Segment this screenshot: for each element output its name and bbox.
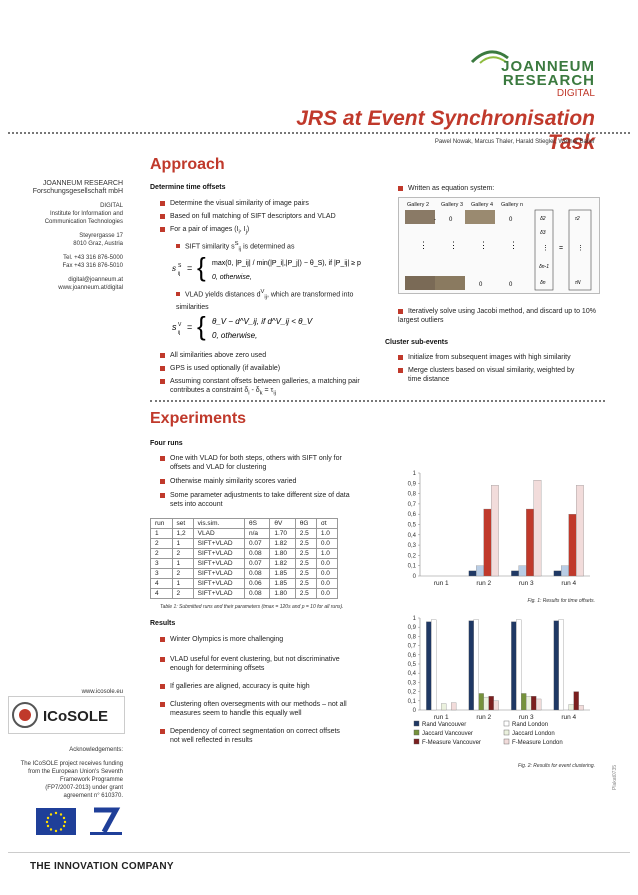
table-cell: 2.5 (295, 559, 316, 569)
svg-text:max(0, |P_ij| / min(|P_i|,|P_j: max(0, |P_ij| / min(|P_i|,|P_j|) − θ_S), if |P_ij| ≥ p (212, 260, 361, 267)
y-tick-label: 0,4 (407, 671, 416, 678)
y-tick-label: 0,7 (407, 643, 416, 650)
y-tick-label: 0,9 (407, 625, 416, 632)
approach-bullet-4: All similarities above zero used (160, 351, 266, 360)
eu-flag-logo (36, 808, 76, 835)
bar (484, 697, 489, 710)
legend-label: Jaccard London (512, 731, 555, 737)
results-heading: Results (150, 620, 176, 627)
chart-event-clustering (390, 612, 595, 760)
exp-bullet-1: One with VLAD for both steps, others with SIFT only for (160, 454, 342, 463)
joanneum-logo (470, 60, 595, 99)
table-cell: 0.08 (245, 569, 270, 579)
bar (536, 699, 541, 710)
jacobi-bullet: Iteratively solve using Jacobi method, and discard up to 10% largest outliers (398, 308, 596, 324)
table-cell: 1 (151, 529, 173, 539)
bar (484, 509, 491, 576)
bar (474, 620, 479, 710)
table-cell: 4 (151, 579, 173, 589)
table-cell: 1.82 (270, 559, 295, 569)
svg-text:{: { (197, 253, 206, 282)
phone-2: Fax +43 316 876-5010 (62, 263, 123, 269)
table-cell: 1 (172, 579, 193, 589)
legend-swatch (414, 739, 419, 744)
results-bullet-4-cont: measures seem to handle this equally well (170, 710, 302, 717)
y-tick-label: 0,2 (407, 689, 416, 696)
bar (526, 509, 533, 576)
bar (491, 485, 498, 576)
table-cell: SIFT+VLAD (193, 549, 244, 559)
runs-table (150, 518, 338, 599)
table-cell: 0.06 (245, 579, 270, 589)
y-tick-label: 0,8 (407, 491, 416, 498)
approach-bullet-6-cont: contributes a constraint $\delta_i - \delta_k = \tau_{ij}$ (170, 387, 276, 397)
bar (569, 514, 576, 576)
svg-text:δ3: δ3 (540, 230, 546, 236)
legend-swatch (504, 721, 509, 726)
gallery-label-1: Gallery 2 (407, 202, 430, 208)
bar (521, 693, 526, 710)
bar (559, 620, 564, 710)
y-tick-label: 0,6 (407, 652, 416, 659)
chart-time-offsets (390, 465, 595, 595)
icosole-url: www.icosole.eu (81, 689, 123, 695)
bar (516, 620, 521, 710)
y-tick-label: 0,1 (407, 563, 416, 570)
x-tick-label: run 3 (518, 580, 534, 587)
svg-text:s: s (172, 264, 177, 273)
website: www.joanneum.at/digital (58, 285, 123, 291)
svg-text:⋮: ⋮ (509, 240, 518, 250)
addr-1: Steyrergasse 17 (79, 233, 123, 239)
equation-system-figure (398, 197, 600, 294)
svg-text:{: { (197, 312, 206, 341)
y-tick-label: 0,5 (407, 662, 416, 668)
bar (554, 621, 559, 710)
svg-text:0: 0 (479, 282, 483, 288)
results-bullet-2-cont: enough for determining offsets (170, 665, 265, 672)
svg-text:-: - (434, 217, 436, 223)
table-cell: 1 (172, 559, 193, 569)
table-cell: 2.5 (295, 539, 316, 549)
results-bullet-1: Winter Olympics is more challenging (160, 635, 283, 644)
fig2-caption: Fig. 2: Results for event clustering. (518, 763, 595, 769)
bar (511, 622, 516, 710)
approach-heading: Approach (150, 156, 225, 173)
table-cell: 0.07 (245, 559, 270, 569)
org-info (8, 180, 123, 292)
org-name-1: JOANNEUM RESEARCH (42, 180, 123, 187)
col-set: set (172, 519, 193, 529)
y-tick-label: 0,7 (407, 501, 416, 508)
title-divider (8, 132, 630, 134)
table-cell: SIFT+VLAD (193, 569, 244, 579)
table-cell: 1.80 (270, 589, 295, 599)
table-cell: 1.0 (316, 549, 337, 559)
approach-bullet-3: For a pair of images ($I_i$, $I_j$) (160, 225, 249, 237)
col-theta-v: θV (270, 519, 295, 529)
bar (469, 621, 474, 710)
bar (489, 696, 494, 710)
ack-title: Acknowledgements: (69, 747, 123, 753)
results-bullet-5-cont: not well reflected in results (170, 737, 253, 744)
legend-label: F-Measure London (512, 740, 563, 746)
table-cell: 2.5 (295, 579, 316, 589)
table-cell: 1.82 (270, 539, 295, 549)
table-cell: 0.0 (316, 559, 337, 569)
table-cell: 2.5 (295, 529, 316, 539)
table-cell: VLAD (193, 529, 244, 539)
y-tick-label: 0,1 (407, 698, 416, 705)
approach-bullet-1: Determine the visual similarity of image pairs (160, 199, 309, 208)
svg-text:⋮: ⋮ (479, 240, 488, 250)
bar (426, 622, 431, 710)
phone-1: Tel. +43 316 876-5000 (63, 255, 123, 261)
table-cell: 2 (172, 569, 193, 579)
y-tick-label: 0,2 (407, 553, 416, 560)
bar (531, 696, 536, 710)
table-cell: 0.07 (245, 539, 270, 549)
ack-line-4: (FP7/2007-2013) under grant (45, 785, 123, 791)
fp7-logo (86, 806, 126, 836)
icosole-logo (8, 696, 125, 734)
section-divider (150, 400, 605, 402)
approach-bullet-5: GPS is used optionally (if available) (160, 364, 280, 373)
bar (561, 566, 568, 576)
y-tick-label: 0 (412, 574, 416, 580)
side-note: Plakat0735 (612, 764, 618, 790)
results-bullet-3: If galleries are aligned, accuracy is quite high (160, 682, 310, 691)
bar (579, 705, 584, 710)
table-cell: 1.0 (316, 529, 337, 539)
svg-text:s: s (172, 322, 177, 332)
approach-bullet-2: Based on full matching of SIFT descriptors and VLAD (160, 212, 336, 221)
bar (441, 704, 446, 710)
table-cell: SIFT+VLAD (193, 559, 244, 569)
col-theta-s: θS (245, 519, 270, 529)
equation-system-bullet: Written as equation system: (398, 184, 494, 193)
y-tick-label: 0,3 (407, 543, 416, 550)
table-row (151, 569, 338, 579)
bar (494, 701, 499, 710)
logo-line1: JOANNEUM (501, 58, 595, 75)
table-row (151, 559, 338, 569)
svg-text:=: = (187, 263, 193, 273)
legend-label: F-Measure Vancouver (422, 740, 481, 746)
table-cell: 2.5 (295, 549, 316, 559)
footer-divider (8, 852, 630, 853)
bar (519, 566, 526, 576)
exp-bullet-3: Some parameter adjustments to take different size of data (160, 491, 350, 500)
x-tick-label: run 1 (433, 714, 449, 721)
cluster-bullet-2: Merge clusters based on visual similarity, weighted by (398, 366, 574, 375)
y-tick-label: 0 (412, 708, 416, 714)
x-tick-label: run 1 (433, 580, 449, 587)
dept-2: Institute for Information and (49, 211, 123, 217)
svg-text:ij: ij (178, 271, 181, 277)
table-row (151, 549, 338, 559)
ack-line-2: from the European Union's Seventh (28, 769, 123, 775)
time-offsets-heading: Determine time offsets (150, 184, 226, 191)
table-cell: 2 (172, 589, 193, 599)
table-cell: 1,2 (172, 529, 193, 539)
bar (526, 696, 531, 710)
y-tick-label: 0,8 (407, 634, 416, 641)
y-tick-label: 1 (412, 471, 416, 477)
svg-text:τ2: τ2 (575, 216, 580, 222)
bar (431, 620, 436, 710)
table-cell: 0.08 (245, 549, 270, 559)
results-bullet-5: Dependency of correct segmentation on correct offsets (160, 727, 340, 736)
x-tick-label: run 4 (561, 714, 577, 721)
ack-line-1: The ICoSOLE project receives funding (20, 761, 123, 767)
svg-text:θ_V − d^V_ij, if d^V_ij < θ_V: θ_V − d^V_ij, if d^V_ij < θ_V (212, 317, 313, 326)
logo-line2: RESEARCH (502, 72, 595, 89)
authors: Pawel Nowak, Marcus Thaler, Harald Stiegler, Werner Bailer (434, 139, 595, 145)
table-cell: n/a (245, 529, 270, 539)
svg-text:0, otherwise,: 0, otherwise, (212, 331, 258, 340)
results-bullet-2: VLAD useful for event clustering, but not discriminative (160, 655, 340, 664)
experiments-heading: Experiments (150, 410, 247, 427)
table-cell: 2 (151, 549, 173, 559)
x-tick-label: run 2 (476, 714, 492, 721)
dept-3: Communication Technologies (44, 219, 123, 225)
cluster-subevents-heading: Cluster sub-events (385, 339, 449, 346)
table-row (151, 539, 338, 549)
svg-text:ij: ij (178, 330, 181, 336)
bar (469, 571, 476, 576)
ack-line-5: agreement n° 610370. (63, 793, 123, 799)
y-tick-label: 0,4 (407, 532, 416, 539)
table-cell: 2 (172, 549, 193, 559)
table-cell: 2 (151, 539, 173, 549)
vlad-equation (170, 312, 380, 342)
page-title: JRS at Event Synchronisation Task (296, 107, 595, 154)
legend-label: Jaccard Vancouver (422, 731, 473, 737)
icosole-logo-text: ICoSOLE (43, 708, 109, 725)
y-tick-label: 1 (412, 616, 416, 622)
addr-2: 8010 Graz, Austria (73, 241, 123, 247)
col-theta-g: θG (295, 519, 316, 529)
runs-table-header (151, 519, 338, 529)
svg-text:0: 0 (449, 217, 453, 223)
svg-text:V: V (178, 322, 182, 328)
table-cell: 2.5 (295, 589, 316, 599)
y-tick-label: 0,6 (407, 512, 416, 519)
table-cell: SIFT+VLAD (193, 539, 244, 549)
table-cell: 1.70 (270, 529, 295, 539)
table-cell: 0.0 (316, 539, 337, 549)
cluster-bullet-2-cont: time distance (408, 376, 450, 383)
logo-line3: DIGITAL (556, 88, 595, 99)
table-cell: 4 (151, 589, 173, 599)
bar (479, 693, 484, 710)
svg-text:⋮: ⋮ (419, 240, 428, 250)
table-cell: 1.85 (270, 569, 295, 579)
col-sigma-t: σt (316, 519, 337, 529)
x-tick-label: run 4 (561, 580, 577, 587)
svg-text:⋮: ⋮ (449, 240, 458, 250)
exp-bullet-2: Otherwise mainly similarity scores varied (160, 477, 296, 486)
approach-bullet-6: Assuming constant offsets between galleries, a matching pair (160, 377, 360, 386)
table-cell: 1.80 (270, 549, 295, 559)
col-vis-sim: vis.sim. (193, 519, 244, 529)
table-caption: Table 1: Submitted runs and their parameters (tmax = 120s and p = 10 for all runs). (160, 604, 344, 610)
bar (574, 692, 579, 710)
four-runs-heading: Four runs (150, 440, 183, 447)
table-cell: 0.08 (245, 589, 270, 599)
legend-swatch (504, 739, 509, 744)
svg-text:0: 0 (509, 282, 513, 288)
svg-text:τN: τN (575, 280, 581, 286)
exp-bullet-3-cont: sets into account (170, 501, 223, 508)
table-cell: 0.0 (316, 569, 337, 579)
x-tick-label: run 3 (518, 714, 534, 721)
svg-text:=: = (559, 245, 564, 252)
gallery-label-2: Gallery 3 (441, 202, 464, 208)
bar (534, 480, 541, 576)
dept-1: DIGITAL (100, 203, 123, 209)
svg-text:=: = (187, 322, 193, 332)
legend-swatch (414, 730, 419, 735)
cluster-bullet-1: Initialize from subsequent images with high similarity (398, 353, 571, 362)
bar (576, 485, 583, 576)
sift-similarity-bullet: SIFT similarity $s^S_{ij}$ is determined as (176, 240, 294, 255)
y-tick-label: 0,5 (407, 522, 416, 529)
bar (451, 703, 456, 710)
table-row (151, 579, 338, 589)
exp-bullet-1-cont: offsets and VLAD for clustering (170, 464, 267, 471)
table-cell: 0.0 (316, 579, 337, 589)
table-cell: 3 (151, 569, 173, 579)
bar (554, 571, 561, 576)
table-row (151, 529, 338, 539)
table-row (151, 589, 338, 599)
legend-swatch (414, 721, 419, 726)
bar (476, 566, 483, 576)
sift-equation (170, 253, 380, 283)
table-cell: 1.85 (270, 579, 295, 589)
svg-text:⋮: ⋮ (577, 245, 584, 252)
svg-text:δn: δn (540, 280, 546, 286)
legend-label: Rand Vancouver (422, 722, 467, 728)
legend-swatch (504, 730, 509, 735)
fig1-caption: Fig. 1: Results for time offsets. (527, 598, 595, 604)
table-cell: 0.0 (316, 589, 337, 599)
svg-text:⋮: ⋮ (542, 245, 549, 252)
gallery-label-4: Gallery n (501, 202, 524, 208)
ack-text (8, 760, 123, 800)
y-tick-label: 0,3 (407, 680, 416, 687)
col-run: run (151, 519, 173, 529)
bar (569, 704, 574, 710)
footer-tagline: THE INNOVATION COMPANY (30, 861, 174, 872)
svg-text:S: S (178, 263, 182, 269)
svg-text:0: 0 (509, 217, 513, 223)
bar (511, 571, 518, 576)
vlad-distance-bullet: VLAD yields distances $d^V_{ij}$, which are transformed into similarities (176, 289, 354, 311)
org-name-2: Forschungsgesellschaft mbH (32, 188, 123, 195)
table-cell: SIFT+VLAD (193, 579, 244, 589)
table-cell: SIFT+VLAD (193, 589, 244, 599)
x-tick-label: run 2 (476, 580, 492, 587)
table-cell: 2.5 (295, 569, 316, 579)
email: digital@joanneum.at (68, 277, 123, 283)
gallery-label-3: Gallery 4 (471, 202, 494, 208)
svg-text:δn-1: δn-1 (539, 264, 550, 270)
table-cell: 1 (172, 539, 193, 549)
table-cell: 3 (151, 559, 173, 569)
ack-line-3: Framework Programme (59, 777, 123, 783)
svg-text:δ2: δ2 (540, 216, 546, 222)
y-tick-label: 0,9 (407, 481, 416, 488)
legend-label: Rand London (512, 722, 549, 728)
svg-text:0, otherwise,: 0, otherwise, (212, 274, 252, 281)
results-bullet-4: Clustering often oversegments with our methods – not all (160, 700, 347, 709)
